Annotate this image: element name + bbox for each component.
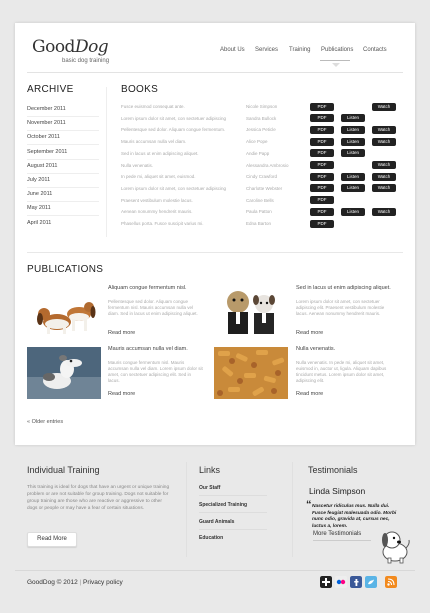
- add-icon[interactable]: [320, 576, 332, 588]
- pub-more-4[interactable]: Read more: [296, 391, 324, 397]
- training-title: Individual Training: [27, 465, 100, 475]
- pdf-button[interactable]: PDF: [310, 114, 334, 122]
- watch-button[interactable]: Watch: [372, 126, 396, 134]
- book-author: Charlotte Webster: [246, 185, 283, 191]
- book-author: Cindy Crawford: [246, 174, 278, 180]
- listen-button[interactable]: Listen: [341, 149, 365, 157]
- archive-item[interactable]: May 2011: [27, 205, 51, 212]
- listen-button[interactable]: Listen: [341, 173, 365, 181]
- pub-text-2: Lorem ipsum dolor sit amet, con sectetuer adipiscing elit. Praesent vestibulum molestie lacus. Aenean nonummy hendrerit mauris.: [296, 299, 385, 316]
- nav-contacts[interactable]: Contacts: [363, 47, 387, 53]
- more-testimonials-link[interactable]: More Testimonials: [313, 531, 362, 537]
- pdf-button[interactable]: PDF: [310, 173, 334, 181]
- archive-item[interactable]: April 2011: [27, 219, 52, 226]
- book-author: Alice Pope: [246, 139, 268, 145]
- archive-item[interactable]: July 2011: [27, 177, 51, 183]
- watch-button[interactable]: Watch: [372, 161, 396, 169]
- archive-item[interactable]: September 2011: [27, 148, 68, 155]
- book-author: Jessica Peticle: [246, 127, 276, 133]
- nav-active-arrow: [332, 63, 340, 67]
- book-title[interactable]: Aenean nonummy hendrerit mauris.: [121, 209, 193, 215]
- pdf-button[interactable]: PDF: [310, 196, 334, 204]
- archive-separator: [27, 201, 99, 202]
- pub-title-3[interactable]: Mauris accumsan nulla vel diam.: [108, 346, 188, 352]
- tagline: basic dog training: [62, 58, 110, 64]
- logo[interactable]: [32, 37, 108, 57]
- books-title: BOOKS: [121, 84, 159, 95]
- book-title[interactable]: Lorem ipsum dolor sit amet, con sectetuer adipiscing: [121, 185, 227, 191]
- footer-separator: [15, 570, 415, 571]
- footer-divider-1: [186, 462, 187, 557]
- nav-services[interactable]: Services: [255, 47, 279, 53]
- link-separator: [199, 529, 267, 530]
- pdf-button[interactable]: PDF: [310, 184, 334, 192]
- testimonials-title: Testimonials: [308, 465, 358, 475]
- rss-icon[interactable]: [385, 576, 397, 588]
- copyright-text: GoodDog © 2012: [27, 579, 78, 586]
- nav-training[interactable]: Training: [289, 47, 311, 53]
- quote-icon: “: [306, 499, 312, 511]
- flickr-icon[interactable]: [335, 576, 347, 588]
- facebook-icon[interactable]: [350, 576, 362, 588]
- archive-title: ARCHIVE: [27, 84, 74, 95]
- pub-text-4: Nulla venenatis. In pede mi, aliquet sit amet, euismod in, auctor ut, ligula. Aliquam dapibus tincidunt metus. Lorem ipsum dolor sit amet, adipiscing elit.: [296, 360, 387, 383]
- pdf-button[interactable]: PDF: [310, 161, 334, 169]
- testimonials-underline: [313, 540, 371, 541]
- link-separator: [199, 495, 267, 496]
- book-title[interactable]: Nulla venenatis.: [121, 162, 154, 168]
- archive-item[interactable]: October 2011: [27, 134, 60, 141]
- watch-button[interactable]: Watch: [372, 184, 396, 192]
- pub-more-3[interactable]: Read more: [108, 391, 136, 397]
- book-author: Alessandra Ambrosio: [246, 162, 289, 168]
- link-separator: [199, 512, 267, 513]
- book-author: Sandra Bullock: [246, 115, 277, 121]
- book-title[interactable]: In pede mi, aliquet sit amet, euismod.: [121, 174, 196, 180]
- archive-item[interactable]: November 2011: [27, 120, 66, 127]
- copyright-divider: |: [77, 579, 83, 586]
- links-title: Links: [199, 465, 221, 475]
- pub-text-3: Mauris congue fermentum nisl. Mauris accumsan nulla vel diam. Lorem ipsum dolor sit amet, con sectetuer adipiscing elit. Sed in lacus.: [108, 360, 203, 383]
- basset-hounds-image[interactable]: [27, 286, 101, 338]
- pub-more-2[interactable]: Read more: [296, 330, 324, 336]
- link-our-staff[interactable]: Our Staff: [199, 485, 221, 491]
- training-text: This training is ideal for dogs that have an urgent or unique training problem or are not suitable for group training. Dogs not suitable for group training are those who are reactive or aggressive to other dogs or people or may have a fear of certain situations.: [27, 485, 170, 511]
- book-title[interactable]: Sed in lacus ut enim adipiscing aliquet.: [121, 150, 199, 156]
- testimonial-author: Linda Simpson: [309, 486, 366, 496]
- pdf-button[interactable]: PDF: [310, 220, 334, 228]
- pub-text-1: Pellentesque sed dolor. Aliquam congue fermentum nisl. Mauris accumsan nulla vel diam. Sed in lacus ut enim adipiscing aliquet.: [108, 299, 198, 316]
- watch-button[interactable]: Watch: [372, 208, 396, 216]
- book-title[interactable]: Mauris accumsan nulla vel diam.: [121, 139, 187, 145]
- training-read-more-button[interactable]: Read More: [27, 532, 77, 547]
- logo-part1: Good: [32, 37, 75, 57]
- pdf-button[interactable]: PDF: [310, 126, 334, 134]
- book-title[interactable]: Phasellus porta. Fusce suscipit varius mi.: [121, 221, 204, 226]
- book-author: Nicole Simpson: [246, 104, 278, 109]
- pdf-button[interactable]: PDF: [310, 149, 334, 157]
- archive-item[interactable]: June 2011: [27, 191, 53, 198]
- pub-more-1[interactable]: Read more: [108, 330, 136, 336]
- section-divider: [27, 252, 403, 253]
- link-guard-animals[interactable]: Guard Animals: [199, 519, 235, 525]
- archive-divider: [106, 87, 107, 237]
- archive-separator: [27, 116, 99, 117]
- archive-separator: [27, 159, 99, 160]
- listen-button[interactable]: Listen: [341, 126, 365, 134]
- book-title[interactable]: Lorem ipsum dolor sit amet, con sectetuer adipiscing: [121, 115, 227, 121]
- book-title[interactable]: Praesent vestibulum molestie lacus.: [121, 197, 193, 203]
- pdf-button[interactable]: PDF: [310, 103, 334, 111]
- archive-separator: [27, 187, 99, 188]
- listen-button[interactable]: Listen: [341, 208, 365, 216]
- pdf-button[interactable]: PDF: [310, 138, 334, 146]
- link-education[interactable]: Education: [199, 535, 224, 541]
- listen-button[interactable]: Listen: [341, 114, 365, 122]
- nav-publications[interactable]: Publications: [321, 47, 354, 53]
- older-entries-link[interactable]: « Older entries: [27, 419, 64, 425]
- pub-title-2[interactable]: Sed in lacus ut enim adipiscing aliquet.: [296, 285, 391, 291]
- book-author: Paula Patton: [246, 209, 272, 215]
- nav-active-underline: [320, 60, 350, 61]
- privacy-policy-link[interactable]: Privacy policy: [83, 579, 123, 586]
- pub-title-4[interactable]: Nulla venenatis.: [296, 346, 336, 352]
- archive-separator: [27, 144, 99, 145]
- listen-button[interactable]: Listen: [341, 184, 365, 192]
- archive-item[interactable]: August 2011: [27, 162, 58, 169]
- archive-separator: [27, 215, 99, 216]
- copyright: [27, 579, 123, 586]
- logo-part2: Dog: [74, 37, 109, 57]
- dressed-dogs-image[interactable]: [214, 286, 288, 338]
- archive-separator: [27, 173, 99, 174]
- book-title[interactable]: Fusce euismod consequat ante.: [121, 104, 185, 109]
- dog-biscuits-image[interactable]: [214, 347, 288, 399]
- whippet-image[interactable]: [27, 347, 101, 399]
- publications-title: PUBLICATIONS: [27, 264, 104, 275]
- header-divider: [27, 72, 403, 73]
- book-author: Andie Papp: [246, 150, 270, 156]
- book-title[interactable]: Pellentesque sed dolor. Aliquam congue fermentum.: [121, 127, 226, 133]
- main-card: [15, 23, 415, 445]
- footer-divider-2: [292, 462, 293, 557]
- pdf-button[interactable]: PDF: [310, 208, 334, 216]
- twitter-icon[interactable]: [365, 576, 377, 588]
- book-author: Edna Barton: [246, 221, 272, 226]
- watch-button[interactable]: Watch: [372, 103, 396, 111]
- watch-button[interactable]: Watch: [372, 138, 396, 146]
- testimonial-text: Nascetur ridiculus mus. Nulla dui. Fusce feugiat malesuada odio. Morbi nunc odio, gravida at, cursus nec, luctus a, lorem.: [312, 504, 397, 529]
- archive-item[interactable]: December 2011: [27, 106, 66, 112]
- book-author: Caroline Bells: [246, 197, 274, 203]
- pub-title-1[interactable]: Aliquam congue fermentum nisl.: [108, 285, 187, 291]
- archive-separator: [27, 130, 99, 131]
- nav-about[interactable]: About Us: [220, 47, 245, 53]
- cartoon-dog-icon: [375, 526, 411, 564]
- watch-button[interactable]: Watch: [372, 173, 396, 181]
- listen-button[interactable]: Listen: [341, 138, 365, 146]
- link-specialized-training[interactable]: Specialized Training: [199, 502, 248, 508]
